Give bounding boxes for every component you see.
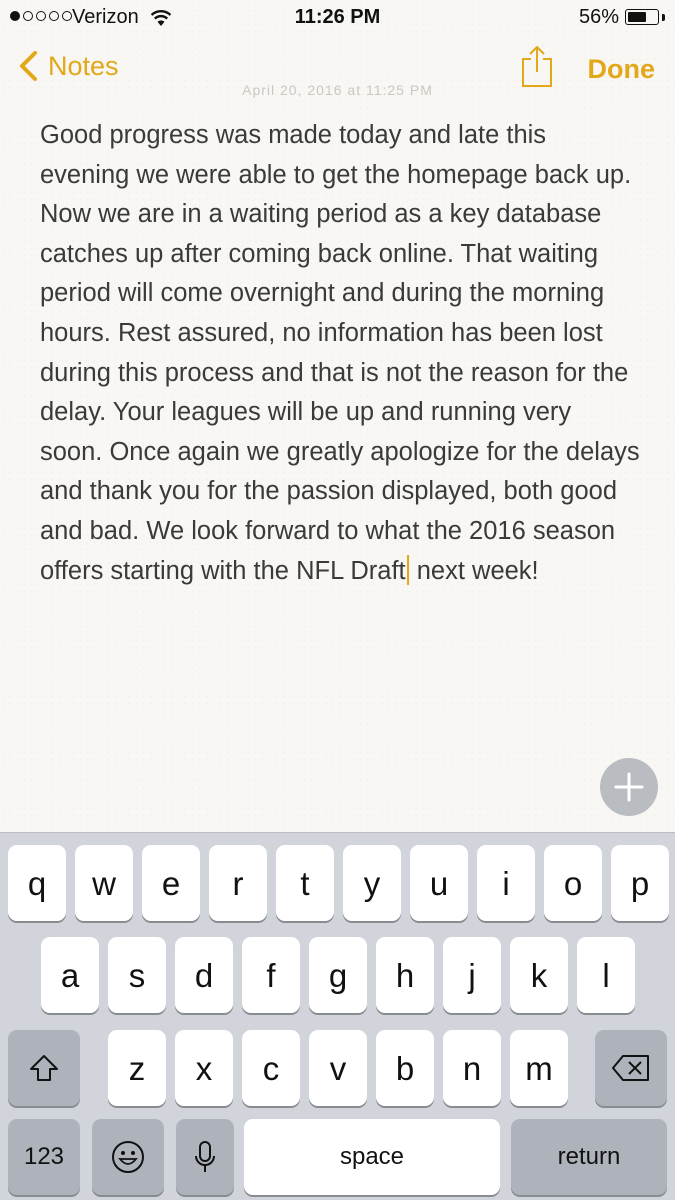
key-l[interactable] (577, 937, 635, 1013)
microphone-icon (194, 1140, 216, 1174)
note-date: April 20, 2016 at 11:25 PM (242, 82, 433, 98)
key-a[interactable] (41, 937, 99, 1013)
key-label: w (92, 864, 116, 902)
return-key[interactable] (511, 1119, 667, 1195)
key-z[interactable] (108, 1030, 166, 1106)
key-x[interactable] (175, 1030, 233, 1106)
key-h[interactable] (376, 937, 434, 1013)
key-m[interactable] (510, 1030, 568, 1106)
numbers-key-label: 123 (23, 1143, 65, 1170)
note-text-after-cursor: next week! (409, 556, 539, 585)
done-button[interactable]: Done (587, 54, 655, 84)
emoji-key[interactable] (92, 1119, 164, 1195)
key-label: m (525, 1049, 553, 1087)
key-label: d (194, 956, 214, 994)
key-w[interactable] (75, 845, 133, 921)
battery-icon (625, 9, 659, 25)
key-label: y (363, 864, 381, 902)
key-e[interactable] (142, 845, 200, 921)
key-v[interactable] (309, 1030, 367, 1106)
navigation-bar (0, 36, 675, 106)
key-label: u (429, 864, 449, 902)
key-o[interactable] (544, 845, 602, 921)
numbers-key[interactable] (8, 1119, 80, 1195)
key-d[interactable] (175, 937, 233, 1013)
key-b[interactable] (376, 1030, 434, 1106)
shift-icon (29, 1054, 59, 1082)
key-label: z (128, 1049, 146, 1087)
space-key-label: space (339, 1143, 405, 1170)
key-label: f (266, 956, 276, 994)
key-i[interactable] (477, 845, 535, 921)
key-label: j (468, 956, 476, 994)
key-label: b (395, 1049, 415, 1087)
battery-percent: 56% (578, 6, 619, 28)
delete-key[interactable] (595, 1030, 667, 1106)
shift-key[interactable] (8, 1030, 80, 1106)
key-q[interactable] (8, 845, 66, 921)
key-p[interactable] (611, 845, 669, 921)
key-j[interactable] (443, 937, 501, 1013)
backspace-icon (611, 1054, 651, 1082)
key-label: x (195, 1049, 213, 1087)
key-label: t (300, 864, 310, 902)
key-label: q (27, 864, 47, 902)
key-f[interactable] (242, 937, 300, 1013)
key-s[interactable] (108, 937, 166, 1013)
add-attachment-button[interactable] (600, 758, 658, 816)
key-label: g (328, 956, 348, 994)
chevron-left-icon (18, 50, 38, 82)
key-label: n (462, 1049, 482, 1087)
key-n[interactable] (443, 1030, 501, 1106)
back-button-label: Notes (48, 50, 119, 81)
key-label: v (329, 1049, 347, 1087)
key-r[interactable] (209, 845, 267, 921)
key-g[interactable] (309, 937, 367, 1013)
key-label: r (232, 864, 244, 902)
key-t[interactable] (276, 845, 334, 921)
carrier-name: Verizon (72, 6, 139, 28)
key-u[interactable] (410, 845, 468, 921)
key-label: o (563, 864, 583, 902)
space-key[interactable] (244, 1119, 500, 1195)
emoji-icon (111, 1140, 145, 1174)
key-label: l (602, 956, 610, 994)
key-k[interactable] (510, 937, 568, 1013)
key-label: s (128, 956, 146, 994)
back-button[interactable] (18, 50, 119, 82)
text-cursor (407, 555, 409, 585)
keyboard (0, 832, 675, 1200)
key-label: e (161, 864, 181, 902)
plus-icon (613, 771, 645, 803)
key-label: a (60, 956, 80, 994)
return-key-label: return (557, 1143, 621, 1170)
key-label: h (395, 956, 415, 994)
dictation-key[interactable] (176, 1119, 234, 1195)
key-label: c (262, 1049, 280, 1087)
key-c[interactable] (242, 1030, 300, 1106)
note-body[interactable] (40, 116, 640, 591)
key-label: i (502, 864, 510, 902)
clock: 11:26 PM (294, 6, 381, 28)
key-label: k (530, 956, 548, 994)
status-bar (0, 0, 675, 36)
key-y[interactable] (343, 845, 401, 921)
key-label: p (630, 864, 650, 902)
note-text-before-cursor: Good progress was made today and late this evening we were able to get the homepage back up. Now we are in a waiting period as a key database catches up after coming back online. That waiting period will come overnight and during the morning hours. Rest assured, no information has been lost during this process and that is not the reason for the delay. Your leagues will be up and running very soon. Once again we greatly apologize for the delays and thank you for the passion displayed, both good and bad. We look forward to what the 2016 season offers starting with the NFL Draft (40, 121, 640, 585)
